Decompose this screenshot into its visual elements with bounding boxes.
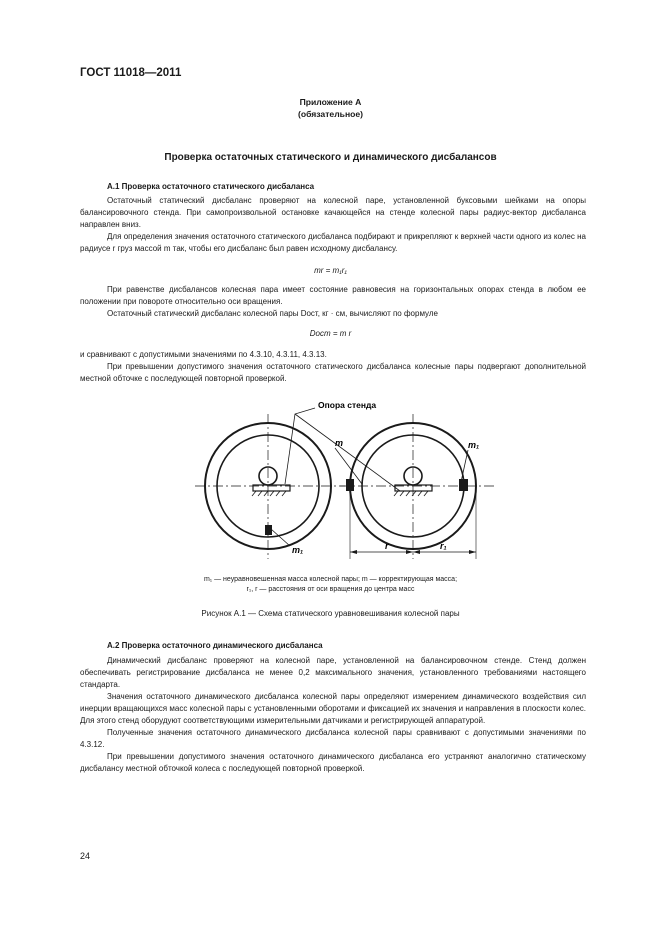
label-r: r [385, 541, 389, 551]
figure-caption: Рисунок А.1 — Схема статического уравновешивания колесной пары [201, 609, 460, 618]
section-a2-heading: А.2 Проверка остаточного динамического дисбаланса [107, 641, 323, 650]
mass-m1-right [459, 479, 468, 491]
paragraph: Остаточный статический дисбаланс проверяют на колесной паре, установленной буксовыми шейками на опоры балансировочного стенда. При самопроизвольной остановке качающейся на стенде колесной пары радиус-вектор дисбаланса направлен вниз. [80, 196, 586, 229]
label-m: m [335, 438, 344, 448]
legend-line-1: m₁ — неуравновешенная масса колесной пары; m — корректирующая масса; [203, 576, 458, 583]
legend-line-2: r₁, r — расстояния от оси вращения до центра масс [246, 586, 415, 593]
annex-heading [0, 96, 661, 120]
section-a1-text-2 [80, 284, 586, 320]
section-a2-text [80, 655, 586, 775]
paragraph: Динамический дисбаланс проверяют на колесной паре, установленной на балансировочном стенде. Стенд должен обеспечивать регистрирование дисбаланса не менее 0,2 максимального значения, установленного требованиями настоящего стандарта. [80, 656, 586, 689]
label-m1-left: m₁ [292, 545, 304, 555]
section-a1-text-1 [80, 195, 586, 255]
label-m1-right: m₁ [468, 440, 480, 450]
paragraph: Полученные значения остаточного динамического дисбаланса колесной пары сравнивают с допустимыми значениями по 4.3.12. [80, 728, 586, 749]
label-stand-support: Опора стенда [318, 400, 377, 410]
main-title: Проверка остаточных статического и динамического дисбалансов [164, 152, 497, 163]
paragraph: Остаточный статический дисбаланс колесной пары Dост, кг · см, вычисляют по формуле [107, 309, 438, 318]
paragraph: Для определения значения остаточного статического дисбаланса подбирают и прикрепляют к верхней части одного из колес на радиусе r груз массой m так, чтобы его дисбаланс был равен исходному дисбалансу. [80, 232, 586, 253]
section-a1-text-3 [80, 349, 586, 385]
paragraph: Значения остаточного динамического дисбаланса колесной пары определяют измерением динамического воздействия сил инерции вращающихся масс колесной пары с установленными оборотами и фиксацией их значения и направления в плоскости колес. Для этого стенд оборудуют соответствующими измерительными датчиками и регистрирующей аппаратурой. [80, 692, 586, 725]
mass-m [346, 479, 354, 491]
page-number: 24 [80, 851, 91, 861]
annex-title: Приложение А [299, 97, 362, 107]
annex-note: (обязательное) [297, 109, 364, 119]
figure-legend [0, 575, 661, 595]
paragraph: и сравнивают с допустимыми значениями по 4.3.10, 4.3.11, 4.3.13. [80, 350, 327, 359]
section-a1-heading: А.1 Проверка остаточного статического дисбаланса [107, 182, 315, 191]
label-r1: r₁ [440, 541, 447, 551]
formula-imbalance: Dост = m r [309, 329, 352, 338]
paragraph: При превышении допустимого значения остаточного динамического дисбаланса его устраняют аналогично статическому дисбалансу местной обточкой колеса с последующей повторной проверкой. [80, 752, 586, 773]
mass-m1-left [265, 525, 272, 535]
paragraph: При превышении допустимого значения остаточного статического дисбаланса колесные пары подвергают дополнительной местной обточке с последующей повторной проверкой. [80, 362, 586, 383]
formula-balance: mr = m₁r₁ [314, 266, 347, 275]
wheelset-balancing-figure [195, 394, 500, 564]
standard-header: ГОСТ 11018—2011 [80, 67, 182, 79]
paragraph: При равенстве дисбалансов колесная пара имеет состояние равновесия на горизонтальных опорах стенда в любом ее положении при повороте относительно оси вращения. [80, 285, 586, 306]
